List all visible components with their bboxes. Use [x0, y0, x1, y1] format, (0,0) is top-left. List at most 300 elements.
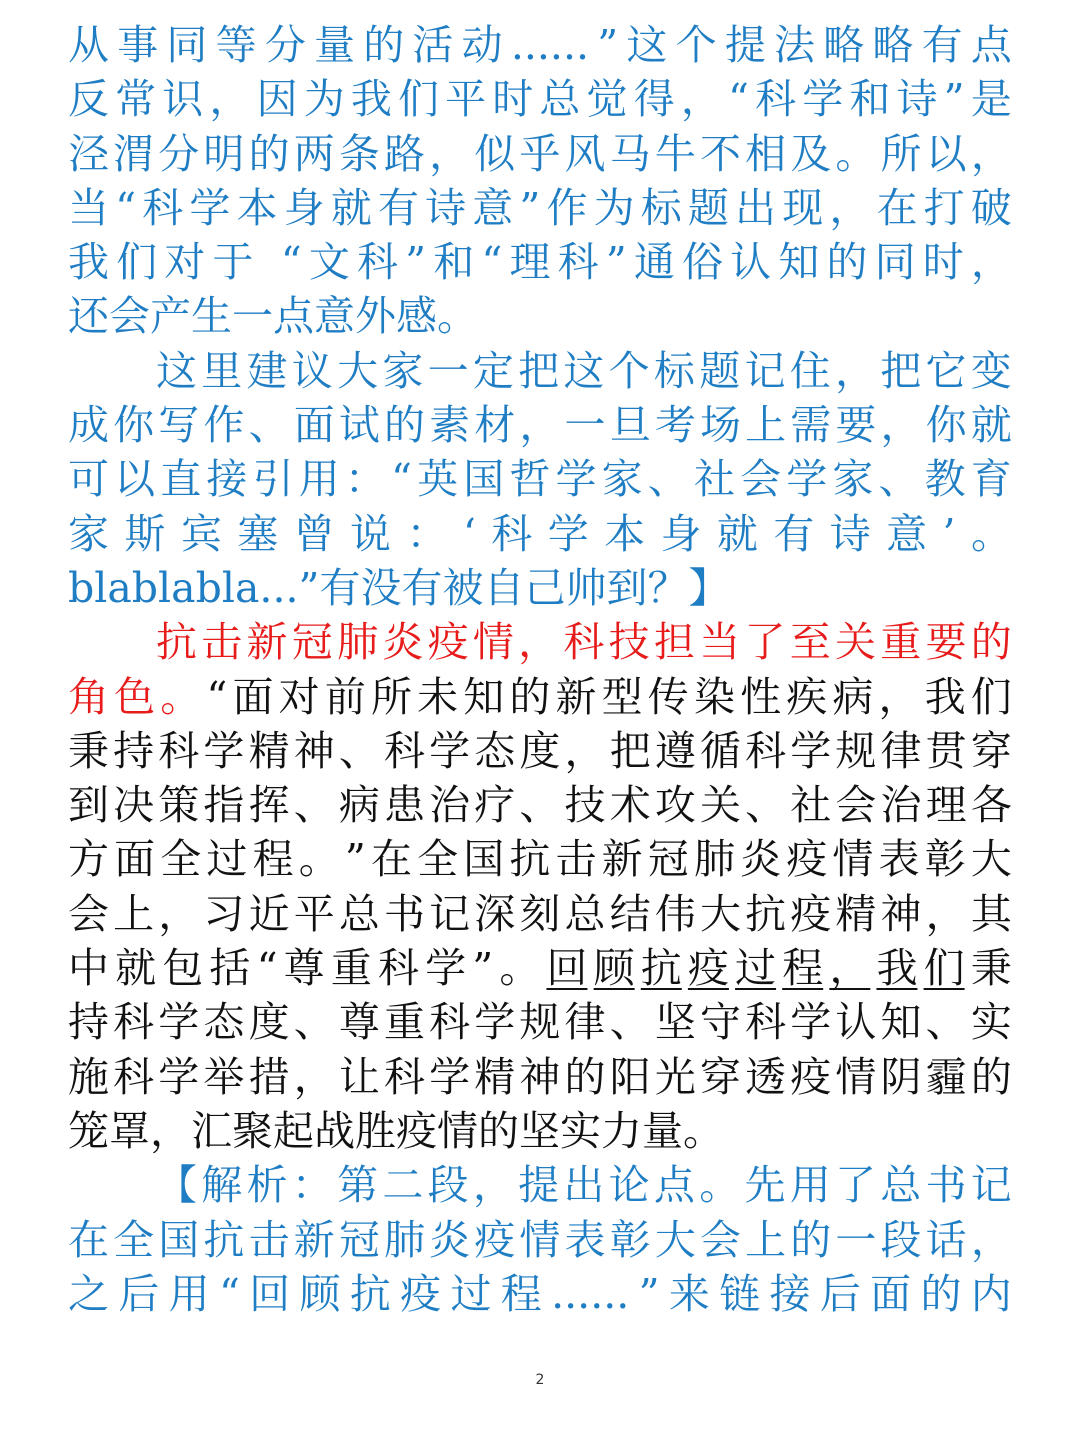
text-glyph: 型 — [601, 672, 643, 721]
text-glyph: 我 — [924, 672, 966, 721]
text-glyph: 面 — [114, 835, 156, 884]
text-glyph: 神 — [519, 1052, 561, 1101]
text-glyph: 施 — [68, 1052, 109, 1101]
text-glyph: 风 — [564, 129, 606, 178]
text-glyph: ： — [406, 509, 448, 558]
text-glyph: 牛 — [654, 129, 696, 178]
text-glyph: ， — [429, 129, 471, 178]
text-glyph: ’ — [942, 509, 956, 558]
text-glyph: 论 — [608, 1161, 650, 1210]
text-glyph: 意 — [314, 292, 355, 341]
text-glyph: 明 — [203, 129, 245, 178]
text-glyph: 面 — [870, 1269, 912, 1318]
text-glyph: 从 — [68, 21, 109, 69]
text-glyph: 举 — [203, 1052, 245, 1101]
text-glyph: 科 — [557, 238, 599, 287]
text-glyph: ， — [880, 401, 922, 450]
text-glyph: 、 — [293, 781, 335, 830]
text-glyph: 认 — [835, 998, 877, 1047]
text-glyph: 的 — [509, 672, 551, 721]
text-glyph: 、 — [609, 998, 651, 1047]
text-glyph: 过 — [450, 1269, 492, 1318]
text-glyph: 略 — [823, 21, 865, 69]
text-glyph: 文 — [308, 238, 350, 287]
text-glyph: 实 — [560, 1106, 601, 1155]
text-glyph: 律 — [880, 726, 922, 775]
text-glyph: 策 — [158, 781, 200, 830]
text-glyph: 学 — [429, 726, 471, 775]
text-glyph: ： — [344, 455, 386, 504]
text-glyph: 疫 — [790, 889, 832, 938]
text-glyph: 总 — [539, 75, 581, 124]
text-glyph: 以 — [925, 129, 967, 178]
text-glyph: 产 — [150, 292, 191, 341]
text-glyph: 帅 — [565, 563, 607, 612]
text-glyph: 有 — [921, 21, 963, 69]
text-glyph: 直 — [160, 455, 202, 504]
text-glyph: 科 — [745, 726, 787, 775]
text-glyph: 技 — [564, 781, 606, 830]
text-glyph: 旦 — [609, 401, 651, 450]
text-glyph: 条 — [338, 129, 380, 178]
text-glyph: ‘ — [462, 509, 476, 558]
text-glyph: 点 — [653, 1161, 695, 1210]
text-glyph: 度 — [248, 998, 290, 1047]
document-body — [68, 18, 1012, 1321]
text-glyph: 对 — [164, 238, 206, 287]
text-glyph: 段 — [427, 1161, 469, 1210]
text-glyph: 规 — [835, 726, 877, 775]
text-glyph: 上 — [745, 401, 787, 450]
text-glyph: “ — [256, 944, 278, 993]
text-glyph: 引 — [252, 455, 294, 504]
text-glyph: 接 — [206, 455, 248, 504]
text-glyph: 破 — [970, 183, 1012, 232]
text-glyph: 先 — [744, 1161, 786, 1210]
text-glyph: 和 — [849, 75, 891, 124]
text-glyph: ， — [970, 129, 1012, 178]
text-glyph: 诗 — [829, 509, 871, 558]
text-glyph: 坚 — [654, 998, 696, 1047]
text-glyph: 传 — [647, 672, 689, 721]
text-glyph: 科 — [429, 998, 471, 1047]
text-glyph: 聚 — [232, 1106, 273, 1155]
text-glyph: 担 — [653, 618, 695, 667]
text-glyph: ” — [405, 238, 427, 287]
text-glyph: 于 — [212, 238, 254, 287]
text-glyph: 可 — [68, 455, 109, 504]
text-glyph: 个 — [608, 346, 650, 395]
text-glyph: ， — [209, 75, 251, 124]
text-line — [68, 995, 1012, 1049]
text-glyph: 相 — [745, 129, 787, 178]
text-glyph: 还 — [68, 292, 109, 341]
text-glyph: 被 — [442, 563, 484, 612]
text-glyph: 平 — [445, 75, 487, 124]
text-glyph: 、 — [519, 781, 561, 830]
text-glyph: ， — [970, 238, 1012, 287]
text-glyph: 塞 — [237, 509, 279, 558]
text-glyph: 材 — [474, 401, 516, 450]
text-glyph: 。 — [437, 292, 478, 341]
text-glyph: 术 — [609, 781, 651, 830]
text-glyph: 知 — [463, 672, 505, 721]
text-glyph: 疫 — [687, 944, 729, 993]
text-line — [68, 344, 1012, 398]
text-glyph: ” — [597, 21, 619, 69]
text-glyph: ， — [970, 1215, 1012, 1264]
text-glyph: 到 — [606, 563, 648, 612]
text-glyph: 是 — [970, 75, 1012, 124]
text-glyph: 家 — [832, 455, 874, 504]
text-glyph: 的 — [790, 1215, 832, 1264]
text-glyph: 尊 — [338, 998, 380, 1047]
text-glyph: 病 — [832, 672, 874, 721]
text-glyph: 题 — [699, 346, 741, 395]
text-glyph: 曾 — [293, 509, 335, 558]
text-glyph: 要 — [835, 401, 877, 450]
text-glyph: 上 — [745, 1215, 787, 1264]
text-glyph: 穿 — [699, 1052, 741, 1101]
text-glyph: 患 — [383, 781, 425, 830]
text-glyph: 国 — [158, 1215, 200, 1264]
text-glyph: 关 — [699, 781, 741, 830]
text-glyph: 就 — [716, 509, 758, 558]
text-glyph: 本 — [604, 509, 646, 558]
text-glyph: 链 — [719, 1269, 761, 1318]
text-glyph: 起 — [273, 1106, 314, 1155]
text-glyph: 、 — [647, 455, 689, 504]
text-glyph: ， — [518, 618, 560, 667]
text-glyph: 就 — [970, 401, 1012, 450]
text-glyph: ...... — [551, 1269, 630, 1318]
text-glyph: 会 — [740, 455, 782, 504]
text-glyph: 表 — [564, 1215, 606, 1264]
text-glyph: 科 — [383, 726, 425, 775]
text-glyph: 知 — [778, 238, 820, 287]
text-glyph: 感 — [396, 292, 437, 341]
text-glyph: 习 — [203, 889, 245, 938]
text-line — [68, 127, 1012, 181]
text-glyph: 有 — [319, 563, 361, 612]
text-glyph: 育 — [970, 455, 1012, 504]
text-glyph: 所 — [370, 672, 412, 721]
text-glyph: 没 — [360, 563, 402, 612]
text-glyph: 教 — [924, 455, 966, 504]
text-glyph: 解 — [201, 1161, 243, 1210]
text-glyph: ” — [943, 75, 965, 124]
text-glyph: 自 — [483, 563, 525, 612]
text-glyph: 我 — [68, 238, 109, 287]
text-glyph: 大 — [654, 1215, 696, 1264]
text-glyph: ， — [150, 1106, 191, 1155]
text-glyph: 的 — [383, 401, 425, 450]
text-glyph: 学 — [790, 998, 832, 1047]
text-glyph: 了 — [834, 1161, 876, 1210]
text-glyph: 知 — [880, 998, 922, 1047]
text-glyph: 的 — [363, 21, 405, 69]
text-glyph: 意 — [886, 509, 928, 558]
text-glyph: 二 — [382, 1161, 424, 1210]
text-glyph: 同 — [166, 21, 208, 69]
text-glyph: 新 — [555, 672, 597, 721]
text-glyph: 和 — [433, 238, 475, 287]
text-glyph: 活 — [412, 21, 454, 69]
text-glyph: 。 — [683, 1106, 724, 1155]
text-glyph: 实 — [970, 998, 1012, 1047]
text-glyph: 阴 — [880, 1052, 922, 1101]
text-glyph: 、 — [248, 401, 290, 450]
text-glyph: 新 — [293, 1215, 335, 1264]
text-glyph: 色 — [114, 672, 156, 721]
text-glyph: 重 — [383, 998, 425, 1047]
text-glyph: 击 — [555, 835, 597, 884]
text-glyph: ： — [291, 1161, 333, 1210]
text-glyph: 作 — [546, 183, 588, 232]
text-glyph: 循 — [699, 726, 741, 775]
text-glyph: ” — [638, 1269, 660, 1318]
text-glyph: 总 — [880, 1161, 922, 1210]
text-glyph: 后 — [118, 1269, 160, 1318]
text-glyph: 科 — [377, 944, 419, 993]
text-glyph: 神 — [880, 889, 922, 938]
text-glyph: 通 — [633, 238, 675, 287]
text-glyph: ” — [605, 238, 627, 287]
text-glyph: 把 — [518, 346, 560, 395]
text-glyph: 阳 — [609, 1052, 651, 1101]
text-glyph — [261, 235, 274, 289]
text-glyph: 科 — [383, 1052, 425, 1101]
text-glyph: 记 — [970, 1161, 1012, 1210]
text-line — [68, 615, 1012, 669]
text-glyph: 肺 — [337, 618, 379, 667]
text-glyph: 记 — [429, 889, 471, 938]
text-glyph: 。 — [971, 509, 1012, 558]
text-glyph: 彰 — [609, 1215, 651, 1264]
text-glyph: 己 — [524, 563, 566, 612]
text-glyph: 穿 — [970, 726, 1012, 775]
text-line — [68, 1213, 1012, 1267]
text-glyph: 冠 — [647, 835, 689, 884]
text-glyph: 到 — [68, 781, 109, 830]
text-glyph: 家 — [601, 455, 643, 504]
text-glyph: 斯 — [124, 509, 166, 558]
text-glyph: 包 — [162, 944, 204, 993]
text-glyph: 神 — [293, 726, 335, 775]
text-glyph: 出 — [735, 183, 777, 232]
text-glyph: 遵 — [654, 726, 696, 775]
text-line — [68, 1050, 1012, 1104]
text-glyph: 透 — [745, 1052, 787, 1101]
text-glyph: “ — [727, 75, 749, 124]
text-glyph: 两 — [293, 129, 335, 178]
text-glyph: 你 — [925, 401, 967, 450]
text-glyph: 乎 — [519, 129, 561, 178]
text-glyph: 国 — [463, 455, 505, 504]
text-glyph: 接 — [769, 1269, 811, 1318]
text-glyph: 诗 — [896, 75, 938, 124]
text-glyph: 议 — [291, 346, 333, 395]
text-glyph: 学 — [203, 726, 245, 775]
text-glyph: 所 — [880, 129, 922, 178]
text-glyph: 近 — [248, 889, 290, 938]
text-glyph: 的 — [970, 1052, 1012, 1101]
text-glyph: 攻 — [654, 781, 696, 830]
text-glyph: 英 — [417, 455, 459, 504]
text-glyph: 刻 — [519, 889, 561, 938]
text-glyph: ” — [344, 835, 366, 884]
text-glyph: ， — [158, 889, 200, 938]
text-glyph: 社 — [790, 781, 832, 830]
text-glyph: 坚 — [519, 1106, 560, 1155]
text-glyph: ， — [829, 944, 871, 993]
text-glyph: 疫 — [396, 1106, 437, 1155]
text-glyph: 。 — [699, 1161, 741, 1210]
text-glyph: 总 — [564, 889, 606, 938]
text-glyph: 炎 — [740, 835, 782, 884]
text-glyph: 用 — [298, 455, 340, 504]
text-glyph: 其 — [970, 889, 1012, 938]
text-glyph: 全 — [417, 835, 459, 884]
text-glyph: 大 — [970, 835, 1012, 884]
text-glyph: ， — [925, 889, 967, 938]
text-glyph: 量 — [314, 21, 356, 69]
text-glyph: 们 — [970, 672, 1012, 721]
text-glyph: ...... — [510, 21, 590, 69]
text-glyph: 力 — [601, 1106, 642, 1155]
text-glyph: ” — [472, 944, 494, 993]
text-glyph: 话 — [925, 1215, 967, 1264]
text-glyph: ？ — [647, 563, 689, 612]
text-glyph: 新 — [246, 618, 288, 667]
text-glyph: 情 — [835, 1052, 877, 1101]
text-glyph: 一 — [232, 292, 273, 341]
text-glyph: 宾 — [180, 509, 222, 558]
text-glyph: 措 — [248, 1052, 290, 1101]
text-glyph: 顾 — [593, 944, 635, 993]
text-glyph: 尊 — [283, 944, 325, 993]
text-glyph: 回 — [546, 944, 588, 993]
text-glyph: 们 — [923, 944, 965, 993]
text-glyph: 程 — [252, 835, 294, 884]
text-glyph: 路 — [383, 129, 425, 178]
text-glyph: 过 — [735, 944, 777, 993]
text-glyph: 在 — [370, 835, 412, 884]
text-glyph: 的 — [826, 238, 868, 287]
text-glyph: 回 — [249, 1269, 291, 1318]
text-glyph: 这 — [563, 346, 605, 395]
text-glyph: 、 — [338, 726, 380, 775]
text-glyph: 、 — [878, 455, 920, 504]
text-glyph: 全 — [113, 1215, 155, 1264]
text-glyph: 理 — [925, 781, 967, 830]
text-glyph: 国 — [463, 835, 505, 884]
text-glyph: 击 — [248, 1215, 290, 1264]
text-glyph: “ — [481, 238, 503, 287]
text-glyph: 、 — [293, 998, 335, 1047]
text-glyph: 科 — [142, 183, 184, 232]
text-glyph: 在 — [876, 183, 918, 232]
text-glyph: 提 — [724, 21, 766, 69]
text-glyph: 我 — [350, 75, 392, 124]
text-glyph: 点 — [273, 292, 314, 341]
text-glyph: 抗 — [509, 835, 551, 884]
text-glyph: 、 — [745, 781, 787, 830]
text-glyph: 它 — [925, 346, 967, 395]
text-glyph: 的 — [970, 618, 1012, 667]
text-glyph: 要 — [925, 618, 967, 667]
text-glyph: 【 — [156, 1161, 197, 1210]
text-glyph: 精 — [835, 889, 877, 938]
text-glyph: 对 — [278, 672, 320, 721]
text-glyph: 因 — [256, 75, 298, 124]
text-glyph: 学 — [158, 1052, 200, 1101]
text-glyph: 大 — [337, 346, 379, 395]
text-glyph: 之 — [68, 1269, 109, 1318]
text-glyph: 击 — [201, 618, 243, 667]
text-glyph: 。 — [499, 944, 541, 993]
text-glyph: 全 — [160, 835, 202, 884]
text-glyph: 及 — [790, 129, 832, 178]
text-glyph: 觉 — [586, 75, 628, 124]
text-glyph: 科 — [113, 998, 155, 1047]
text-line — [68, 832, 1012, 886]
text-glyph: 生 — [191, 292, 232, 341]
text-glyph: 罩 — [109, 1106, 150, 1155]
text-glyph: 有 — [773, 509, 815, 558]
text-glyph: 理 — [509, 238, 551, 287]
text-glyph: 精 — [474, 1052, 516, 1101]
text-glyph: 上 — [113, 889, 155, 938]
text-glyph: 学 — [547, 509, 589, 558]
text-glyph: 学 — [555, 455, 597, 504]
text-glyph: 我 — [876, 944, 918, 993]
text-glyph: 情 — [472, 618, 514, 667]
text-glyph: “ — [115, 183, 137, 232]
text-glyph: 疾 — [786, 672, 828, 721]
text-glyph: 的 — [564, 1052, 606, 1101]
text-glyph: 等 — [215, 21, 257, 69]
text-glyph: 需 — [790, 401, 832, 450]
text-glyph: 定 — [472, 346, 514, 395]
text-glyph: 当 — [699, 618, 741, 667]
text-glyph: 冠 — [338, 1215, 380, 1264]
text-line — [68, 181, 1012, 235]
text-glyph: 在 — [68, 1215, 109, 1264]
text-glyph: 持 — [68, 998, 109, 1047]
text-glyph: 、 — [925, 998, 967, 1047]
text-glyph: 规 — [519, 998, 561, 1047]
text-glyph: 试 — [338, 401, 380, 450]
text-glyph: 事 — [117, 21, 159, 69]
text-glyph: 打 — [923, 183, 965, 232]
text-line — [68, 887, 1012, 941]
text-glyph: 这 — [156, 346, 197, 395]
text-glyph: 学 — [425, 944, 467, 993]
text-glyph: 当 — [68, 183, 109, 232]
text-glyph: ， — [519, 401, 561, 450]
text-line — [68, 507, 1012, 561]
text-glyph: 量 — [642, 1106, 683, 1155]
text-glyph: 疫 — [474, 1215, 516, 1264]
text-glyph: 为 — [303, 75, 345, 124]
text-glyph: 疫 — [790, 1052, 832, 1101]
text-glyph: ， — [834, 346, 876, 395]
text-glyph: 过 — [206, 835, 248, 884]
text-glyph: 新 — [601, 835, 643, 884]
text-glyph: 持 — [113, 726, 155, 775]
text-glyph: 本 — [236, 183, 278, 232]
